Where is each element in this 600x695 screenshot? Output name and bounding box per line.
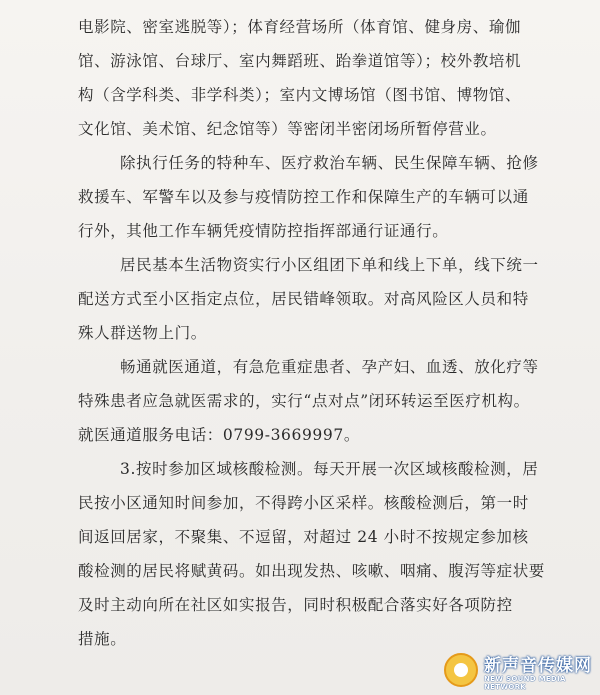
- text-line: 酸检测的居民将赋黄码。如出现发热、咳嗽、咽痛、腹泻等症状要: [78, 562, 545, 580]
- text-line: 文化馆、美术馆、纪念馆等）等密闭半密闭场所暂停营业。: [78, 120, 497, 138]
- text-line: 畅通就医通道，有急危重症患者、孕产妇、血透、放化疗等: [120, 358, 539, 376]
- text-line: 殊人群送物上门。: [78, 324, 207, 342]
- text-line: 就医通道服务电话：0799-3669997。: [78, 426, 360, 444]
- text-line: 构（含学科类、非学科类）；室内文博场馆（图书馆、博物馆、: [78, 86, 522, 104]
- text-line: 民按小区通知时间参加，不得跨小区采样。核酸检测后，第一时: [78, 494, 529, 512]
- watermark-brand-en: NEW SOUND MEDIA NETWORK: [484, 675, 566, 691]
- brand-watermark: [442, 651, 594, 691]
- text-line: 馆、游泳馆、台球厅、室内舞蹈班、跆拳道馆等）；校外教培机: [78, 52, 522, 70]
- text-line: 救援车、军警车以及参与疫情防控工作和保障生产的车辆可以通: [78, 188, 529, 206]
- section-heading-3: 3.按时参加区域核酸检测。每天开展一次区域核酸检测，居: [120, 460, 539, 478]
- text-line: 措施。: [78, 630, 127, 648]
- watermark-brand-cn: 新声音传媒网: [484, 656, 592, 676]
- text-line: 特殊患者应急就医需求的，实行“点对点”闭环转运至医疗机构。: [78, 392, 530, 410]
- text-line: 间返回居家，不聚集、不逗留，对超过 24 小时不按规定参加核: [78, 528, 529, 546]
- text-line: 及时主动向所在社区如实报告，同时积极配合落实好各项防控: [78, 596, 513, 614]
- text-line: 行外，其他工作车辆凭疫情防控指挥部通行证通行。: [78, 222, 449, 240]
- npx-circle-logo-icon: [444, 653, 478, 687]
- text-line: 除执行任务的特种车、医疗救治车辆、民生保障车辆、抢修: [120, 154, 539, 172]
- text-line: 电影院、密室逃脱等）；体育经营场所（体育馆、健身房、瑜伽: [78, 18, 522, 36]
- text-line: 居民基本生活物资实行小区组团下单和线上下单，线下统一: [120, 256, 539, 274]
- text-line: 配送方式至小区指定点位，居民错峰领取。对高风险区人员和特: [78, 290, 529, 308]
